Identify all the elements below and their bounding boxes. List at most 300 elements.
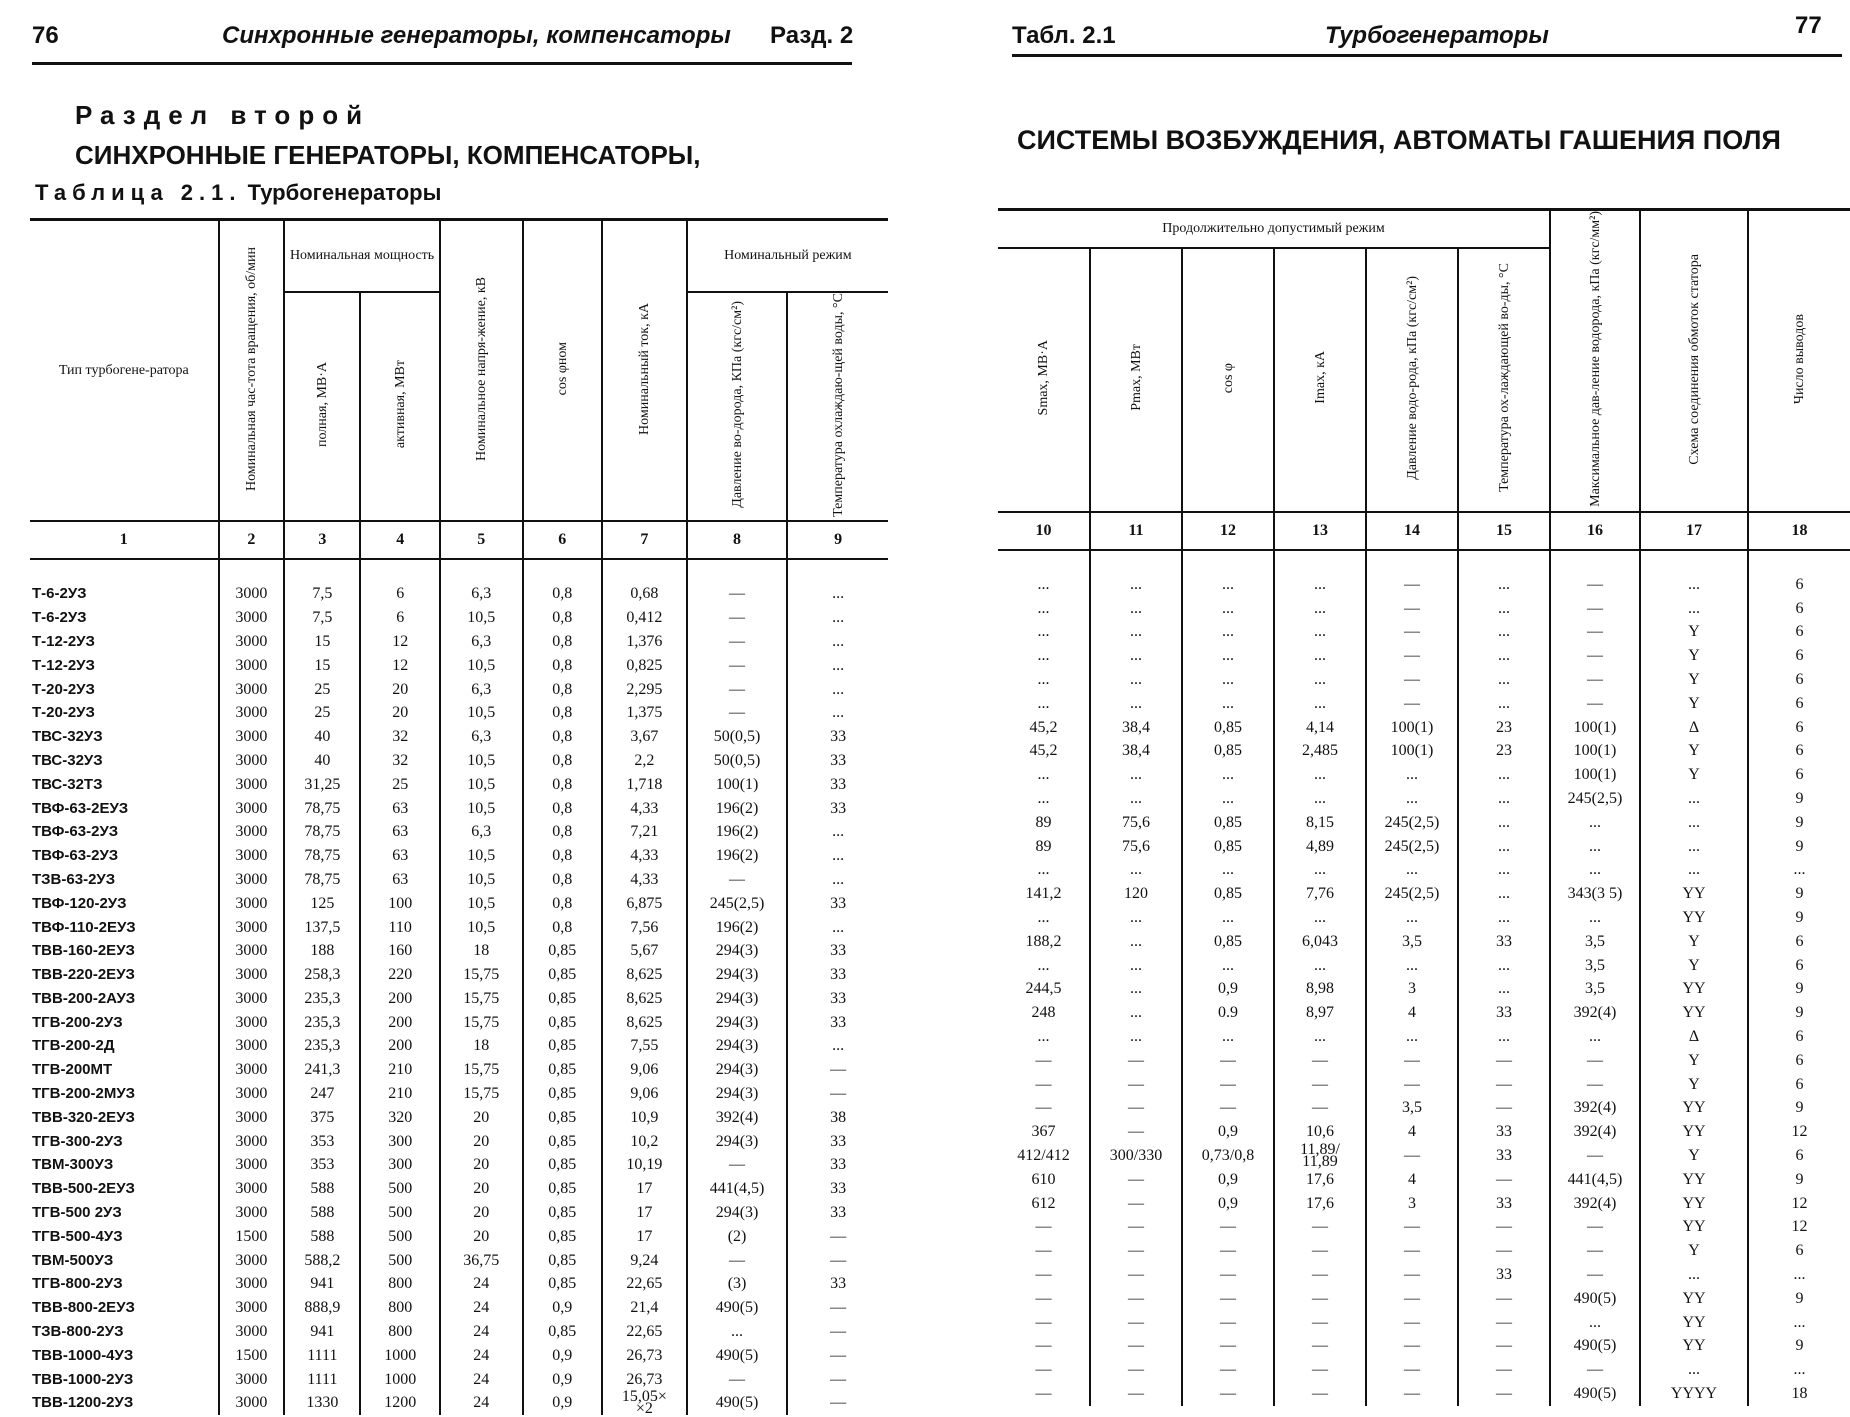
table-cell: — xyxy=(687,868,788,892)
table-cell: 0,85 xyxy=(523,1153,602,1177)
table-row xyxy=(998,954,1850,978)
table-cell: 8,98 xyxy=(1274,977,1366,1001)
table-cell: — xyxy=(1274,1287,1366,1311)
table-row xyxy=(998,1144,1850,1168)
col-current-header: Номинальный ток, кА xyxy=(636,302,652,435)
table-cell: 0,9 xyxy=(523,1296,602,1320)
table-cell: 31,25 xyxy=(284,773,360,797)
table-cell: 392(4) xyxy=(1550,1096,1640,1120)
table-cell: ... xyxy=(1274,692,1366,716)
table-cell: 6 xyxy=(1748,668,1850,692)
table-cell: 490(5) xyxy=(1550,1287,1640,1311)
table-cell: ... xyxy=(1182,692,1274,716)
table-cell: 6,043 xyxy=(1274,930,1366,954)
table-cell: 10,19 xyxy=(602,1153,687,1177)
table-cell: 0,8 xyxy=(523,820,602,844)
table-cell: — xyxy=(1550,644,1640,668)
table-cell: 3000 xyxy=(219,963,285,987)
table-cell: — xyxy=(687,1249,788,1273)
col-power-header: Номинальная мощность xyxy=(289,248,435,264)
table-cell: 89 xyxy=(1035,837,1052,855)
table-cell: Т-12-2УЗ xyxy=(32,632,95,650)
table-cell: 200 xyxy=(360,987,439,1011)
table-cell: 10,5 xyxy=(440,749,523,773)
table-cell: ТВС-32УЗ xyxy=(32,751,103,769)
table-cell: — xyxy=(1458,1334,1550,1358)
table-cell: 392(4) xyxy=(1550,1001,1640,1025)
table-cell: ... xyxy=(1274,858,1366,882)
table-cell: 3000 xyxy=(219,630,285,654)
table-row xyxy=(998,1382,1850,1406)
table-cell: 0,9 xyxy=(1182,1192,1274,1216)
table-cell: 941 xyxy=(284,1320,360,1344)
table-cell: 33 xyxy=(787,797,888,821)
table-cell: 294(3) xyxy=(687,963,788,987)
table-cell: 258,3 xyxy=(284,963,360,987)
table-cell: 3000 xyxy=(219,1058,285,1082)
table-cell: 0,85 xyxy=(523,1225,602,1249)
table-cell: 294(3) xyxy=(687,1201,788,1225)
table-cell: — xyxy=(687,1153,788,1177)
table-cell: 0,8 xyxy=(523,892,602,916)
table-cell: ... xyxy=(1550,858,1640,882)
table-cell: 7,5 xyxy=(284,582,360,606)
table-cell: 89 xyxy=(1035,813,1052,831)
table-cell: 7,5 xyxy=(284,606,360,630)
table-cell: 0,85 xyxy=(523,963,602,987)
table-cell: — xyxy=(1366,620,1458,644)
table-cell: Т-12-2УЗ xyxy=(32,656,95,674)
table-row xyxy=(30,630,888,654)
table-cell: YY xyxy=(1640,1334,1748,1358)
table-cell: 110 xyxy=(360,916,439,940)
table-cell: 0,8 xyxy=(523,678,602,702)
table-row xyxy=(30,1391,888,1415)
table-cell: — xyxy=(1035,1265,1052,1283)
table-cell: — xyxy=(787,1320,888,1344)
table-cell: 300 xyxy=(360,1153,439,1177)
col-mode-header: Номинальный режим xyxy=(724,248,852,264)
table-row xyxy=(30,1034,888,1058)
table-cell: 3,5 xyxy=(1366,930,1458,954)
table-cell: 1,375 xyxy=(602,701,687,725)
table-cell: 294(3) xyxy=(687,939,788,963)
col-full-power-header: полная, МВ·А xyxy=(314,361,330,447)
table-cell: Y xyxy=(1640,954,1748,978)
table-cell: 3000 xyxy=(219,797,285,821)
table-cell: ... xyxy=(1748,858,1850,882)
table-cell: — xyxy=(1366,1049,1458,1073)
table-cell: 15,75 xyxy=(440,1011,523,1035)
table-cell: 63 xyxy=(360,844,439,868)
table-cell: ... xyxy=(1366,906,1458,930)
table-cell: ... xyxy=(1037,694,1050,712)
table-cell: — xyxy=(1090,1120,1182,1144)
table-cell: 22,65 xyxy=(602,1320,687,1344)
table-cell: 78,75 xyxy=(284,868,360,892)
table-cell: 50(0,5) xyxy=(687,725,788,749)
table-cell: 20 xyxy=(440,1130,523,1154)
table-cell: 17,6 xyxy=(1274,1168,1366,1192)
table-cell: 20 xyxy=(440,1225,523,1249)
table-row xyxy=(998,1239,1850,1263)
table-cell: — xyxy=(1274,1334,1366,1358)
turbogenerator-table-continued xyxy=(998,208,1850,1406)
table-cell: ... xyxy=(1182,906,1274,930)
table-cell: 10,5 xyxy=(440,892,523,916)
table-cell: 612 xyxy=(1031,1194,1056,1212)
table-cell: — xyxy=(1182,1096,1274,1120)
table-cell: 490(5) xyxy=(687,1391,788,1415)
table-cell: 6 xyxy=(1748,1049,1850,1073)
col-voltage-header: Номинальное напря-жение, кВ xyxy=(473,276,489,461)
table-cell: 20 xyxy=(360,678,439,702)
table-cell: 125 xyxy=(284,892,360,916)
table-cell: 25 xyxy=(360,773,439,797)
table-cell: 200 xyxy=(360,1034,439,1058)
table-cell: 3000 xyxy=(219,1011,285,1035)
column-number: 3 xyxy=(284,521,360,559)
table-row xyxy=(30,1011,888,1035)
table-cell: 4,14 xyxy=(1274,716,1366,740)
table-cell: 0,85 xyxy=(523,1082,602,1106)
table-cell: 12 xyxy=(1748,1215,1850,1239)
table-cell: 45,2 xyxy=(1029,718,1058,736)
table-cell: Y xyxy=(1640,1049,1748,1073)
table-cell: 1500 xyxy=(219,1344,285,1368)
table-cell: ... xyxy=(787,868,888,892)
table-cell: 441(4,5) xyxy=(1550,1168,1640,1192)
table-cell: — xyxy=(1090,1263,1182,1287)
table-cell: — xyxy=(1366,1263,1458,1287)
table-cell: 3000 xyxy=(219,939,285,963)
table-cell: 5,67 xyxy=(602,939,687,963)
table-cell: 33 xyxy=(787,1153,888,1177)
table-cell: 33 xyxy=(787,1201,888,1225)
table-cell: 3000 xyxy=(219,820,285,844)
table-cell: 3000 xyxy=(219,678,285,702)
table-cell: 33 xyxy=(787,987,888,1011)
table-cell: ТВС-32ТЗ xyxy=(32,775,103,793)
table-cell: 12 xyxy=(1748,1120,1850,1144)
table-cell: 294(3) xyxy=(687,987,788,1011)
table-cell: 3000 xyxy=(219,1368,285,1392)
table-cell: 75,6 xyxy=(1090,811,1182,835)
table-cell: 25 xyxy=(284,678,360,702)
table-cell: 4 xyxy=(1366,1001,1458,1025)
table-cell: ... xyxy=(1090,620,1182,644)
table-row xyxy=(30,1130,888,1154)
column-number: 6 xyxy=(523,521,602,559)
table-cell: 0,8 xyxy=(523,844,602,868)
table-row xyxy=(998,763,1850,787)
table-cell: ... xyxy=(1037,575,1050,593)
table-cell: 78,75 xyxy=(284,797,360,821)
table-cell: — xyxy=(1090,1215,1182,1239)
table-cell: ... xyxy=(1182,763,1274,787)
table-cell: ... xyxy=(1090,692,1182,716)
table-cell: ... xyxy=(1182,668,1274,692)
table-row xyxy=(998,787,1850,811)
table-cell: 3000 xyxy=(219,1130,285,1154)
table-cell: 188 xyxy=(284,939,360,963)
table-cell: 1111 xyxy=(284,1344,360,1368)
table-cell: 33 xyxy=(787,1177,888,1201)
table-row xyxy=(30,797,888,821)
table-cell: — xyxy=(1366,668,1458,692)
table-cell: 32 xyxy=(360,725,439,749)
table-cell: ТЗВ-63-2УЗ xyxy=(32,870,116,888)
table-row xyxy=(998,620,1850,644)
table-cell: 0,8 xyxy=(523,916,602,940)
table-cell: ТГВ-200-2УЗ xyxy=(32,1013,123,1031)
table-cell: 0,85 xyxy=(1182,716,1274,740)
table-cell: 38 xyxy=(787,1106,888,1130)
table-cell: 12 xyxy=(1748,1192,1850,1216)
table-cell: 25 xyxy=(284,701,360,725)
table-cell: — xyxy=(1090,1168,1182,1192)
table-row xyxy=(998,716,1850,740)
table-cell: 188,2 xyxy=(1025,932,1062,950)
table-cell: ... xyxy=(1037,766,1050,784)
table-row xyxy=(998,1334,1850,1358)
table-cell: 10,5 xyxy=(440,797,523,821)
table-cell: — xyxy=(1458,1287,1550,1311)
table-cell: YY xyxy=(1640,1120,1748,1144)
table-row xyxy=(30,939,888,963)
table-cell: ТВМ-500УЗ xyxy=(32,1251,114,1269)
table-cell: 0,8 xyxy=(523,654,602,678)
table-cell: 33 xyxy=(787,773,888,797)
table-cell: 0,9 xyxy=(523,1391,602,1415)
table-cell: ... xyxy=(1458,787,1550,811)
table-cell: 4 xyxy=(1366,1120,1458,1144)
table-cell: 40 xyxy=(284,725,360,749)
table-cell: ... xyxy=(1182,1025,1274,1049)
table-cell: 3000 xyxy=(219,701,285,725)
table-cell: 888,9 xyxy=(284,1296,360,1320)
table-cell: — xyxy=(1366,1144,1458,1168)
table-cell: 33 xyxy=(787,963,888,987)
table-cell: 9 xyxy=(1748,977,1850,1001)
table-cell: Т-20-2УЗ xyxy=(32,704,95,722)
table-cell: ... xyxy=(1090,930,1182,954)
section-heading: Раздел второй xyxy=(75,100,371,130)
table-cell: 3000 xyxy=(219,1153,285,1177)
table-cell: 294(3) xyxy=(687,1082,788,1106)
table-row xyxy=(998,1358,1850,1382)
table-cell: 15,75 xyxy=(440,1082,523,1106)
table-cell: 0,412 xyxy=(602,606,687,630)
table-row xyxy=(30,1272,888,1296)
table-cell: 245(2,5) xyxy=(1366,882,1458,906)
table-cell: ... xyxy=(1274,644,1366,668)
table-cell: — xyxy=(1274,1215,1366,1239)
table-cell: 245(2,5) xyxy=(1366,835,1458,859)
right-page xyxy=(960,0,1850,1402)
table-cell: 8,625 xyxy=(602,1011,687,1035)
table-cell: — xyxy=(1182,1049,1274,1073)
table-cell: 36,75 xyxy=(440,1249,523,1273)
table-cell: — xyxy=(1366,1239,1458,1263)
table-cell: 33 xyxy=(1458,1192,1550,1216)
table-cell: 10,2 xyxy=(602,1130,687,1154)
table-cell: 20 xyxy=(440,1177,523,1201)
table-cell: ... xyxy=(787,678,888,702)
table-row xyxy=(998,1073,1850,1097)
table-cell: 78,75 xyxy=(284,820,360,844)
table-cell: — xyxy=(1366,1073,1458,1097)
table-cell: ТВФ-63-2ЕУЗ xyxy=(32,799,129,817)
table-cell: 1500 xyxy=(219,1225,285,1249)
table-cell: — xyxy=(1366,597,1458,621)
table-cell: 0,8 xyxy=(523,749,602,773)
section-ref: Разд. 2 xyxy=(770,22,854,49)
table-cell: 10,5 xyxy=(440,868,523,892)
column-number: 13 xyxy=(1274,512,1366,550)
table-cell: 1330 xyxy=(284,1391,360,1415)
column-number: 5 xyxy=(440,521,523,559)
table-cell: ТГВ-800-2УЗ xyxy=(32,1275,123,1293)
table-cell: 33 xyxy=(787,1272,888,1296)
table-cell: — xyxy=(1458,1358,1550,1382)
table-cell: ТЗВ-800-2УЗ xyxy=(32,1323,124,1341)
table-cell: 0,85 xyxy=(1182,739,1274,763)
table-cell: — xyxy=(1090,1096,1182,1120)
table-cell: 4 xyxy=(1366,1168,1458,1192)
table-cell: 20 xyxy=(440,1106,523,1130)
table-cell: Т-6-2УЗ xyxy=(32,609,87,627)
table-cell: — xyxy=(687,678,788,702)
table-cell: ... xyxy=(1182,954,1274,978)
table-cell: ... xyxy=(787,582,888,606)
table-cell: — xyxy=(1182,1358,1274,1382)
table-cell: (2) xyxy=(687,1225,788,1249)
table-cell: 3000 xyxy=(219,1249,285,1273)
table-cell: ... xyxy=(1274,620,1366,644)
table-cell: ... xyxy=(1640,597,1748,621)
table-cell: 1000 xyxy=(360,1368,439,1392)
table-cell: ... xyxy=(1090,597,1182,621)
table-cell: 15 xyxy=(284,630,360,654)
table-cell: 26,73 xyxy=(602,1344,687,1368)
table-cell: 6,3 xyxy=(440,820,523,844)
table-cell: 3000 xyxy=(219,582,285,606)
table-cell: 7,56 xyxy=(602,916,687,940)
table-cell: ТВФ-110-2ЕУЗ xyxy=(32,918,136,936)
table-cell: — xyxy=(1458,1311,1550,1335)
table-cell: ... xyxy=(787,916,888,940)
table-cell: ... xyxy=(1640,573,1748,597)
table-cell: — xyxy=(1035,1099,1052,1117)
table-row xyxy=(30,916,888,940)
table-cell: 6 xyxy=(360,606,439,630)
table-cell: 210 xyxy=(360,1082,439,1106)
table-cell: 220 xyxy=(360,963,439,987)
table-cell: 8,97 xyxy=(1274,1001,1366,1025)
table-cell: 9 xyxy=(1748,787,1850,811)
table-cell: 33 xyxy=(1458,1120,1550,1144)
table-cell: 1,376 xyxy=(602,630,687,654)
table-cell: 63 xyxy=(360,868,439,892)
table-cell: 4,89 xyxy=(1274,835,1366,859)
header-rule xyxy=(32,62,852,65)
table-cell: ТГВ-500 2УЗ xyxy=(32,1204,122,1222)
table-row xyxy=(30,892,888,916)
table-cell: 6 xyxy=(360,582,439,606)
table-cell: 3000 xyxy=(219,868,285,892)
table-cell: 3000 xyxy=(219,1201,285,1225)
table-cell: 9 xyxy=(1748,906,1850,930)
table-cell: 245(2,5) xyxy=(1366,811,1458,835)
table-cell: ... xyxy=(1458,977,1550,1001)
table-cell: 0,85 xyxy=(523,1201,602,1225)
table-cell: — xyxy=(1550,668,1640,692)
table-row xyxy=(998,977,1850,1001)
table-cell: — xyxy=(1550,1263,1640,1287)
col-scheme-header: Схема соединения обмоток статора xyxy=(1686,253,1702,465)
table-cell: 24 xyxy=(440,1368,523,1392)
table-cell: 1000 xyxy=(360,1344,439,1368)
table-cell: ... xyxy=(787,654,888,678)
table-cell: — xyxy=(1035,1218,1052,1236)
table-cell: — xyxy=(1090,1334,1182,1358)
table-cell: 800 xyxy=(360,1296,439,1320)
table-cell: ... xyxy=(1182,644,1274,668)
table-cell: ... xyxy=(1458,573,1550,597)
table-cell: ТГВ-200-2МУЗ xyxy=(32,1085,136,1103)
table-cell: ... xyxy=(1458,597,1550,621)
table-cell: — xyxy=(1550,1049,1640,1073)
table-cell: 3000 xyxy=(219,749,285,773)
table-cell: — xyxy=(1035,1361,1052,1379)
table-cell: 7,55 xyxy=(602,1034,687,1058)
table-cell: 9,06 xyxy=(602,1082,687,1106)
table-cell: 3000 xyxy=(219,844,285,868)
table-cell: ... xyxy=(1458,644,1550,668)
table-cell: 20 xyxy=(440,1153,523,1177)
table-cell: ТГВ-300-2УЗ xyxy=(32,1132,123,1150)
table-cell: — xyxy=(1274,1358,1366,1382)
table-cell: Т-6-2УЗ xyxy=(32,585,87,603)
table-cell: — xyxy=(1182,1382,1274,1406)
table-cell: 588 xyxy=(284,1225,360,1249)
table-cell: 0,85 xyxy=(523,1058,602,1082)
table-cell: 33 xyxy=(787,749,888,773)
table-cell: ... xyxy=(1274,1025,1366,1049)
table-cell: 100(1) xyxy=(687,773,788,797)
table-cell: ... xyxy=(1090,668,1182,692)
table-cell: 9,06 xyxy=(602,1058,687,1082)
table-cell: 6 xyxy=(1748,716,1850,740)
table-cell: 0,8 xyxy=(523,582,602,606)
table-cell: 353 xyxy=(284,1153,360,1177)
table-cell: 0,85 xyxy=(523,1034,602,1058)
table-cell: Y xyxy=(1640,668,1748,692)
table-title: Таблица 2.1. Турбогенераторы xyxy=(35,180,442,205)
column-number: 8 xyxy=(687,521,788,559)
table-cell: ТВВ-320-2ЕУЗ xyxy=(32,1108,135,1126)
table-cell: 6,3 xyxy=(440,582,523,606)
table-cell: 3000 xyxy=(219,1034,285,1058)
table-cell: ... xyxy=(1090,954,1182,978)
table-cell: 3,5 xyxy=(1366,1096,1458,1120)
table-cell: 0,9 xyxy=(1182,1120,1274,1144)
table-cell: (3) xyxy=(687,1272,788,1296)
table-cell: 0,85 xyxy=(523,1177,602,1201)
table-cell: ... xyxy=(1182,573,1274,597)
table-cell: 210 xyxy=(360,1058,439,1082)
